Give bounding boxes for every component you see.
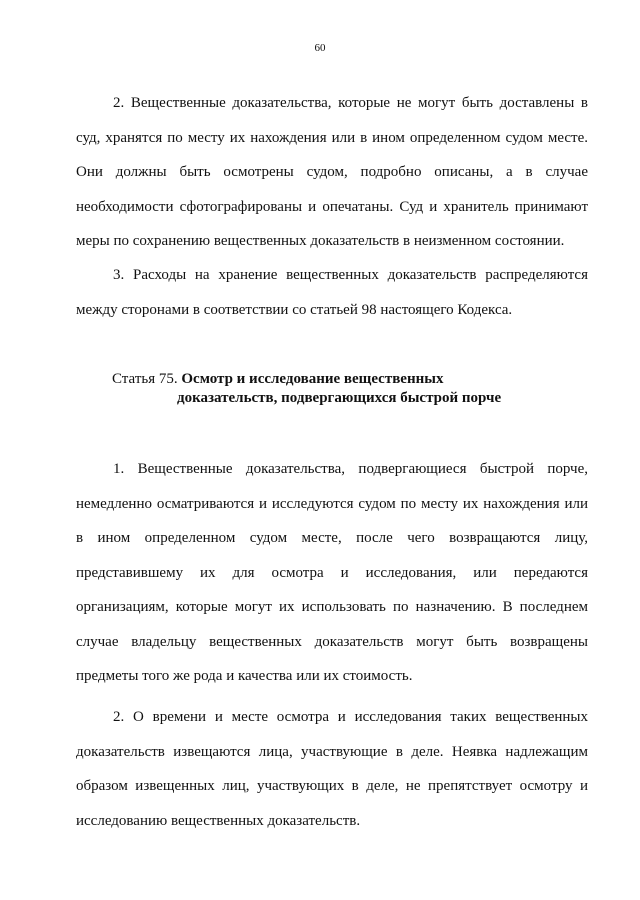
article-title-line-2: доказательств, подвергающихся быстрой порче (177, 390, 502, 406)
paragraph-storage-costs: 3. Расходы на хранение вещественных доказательств распределяются между сторонами в соответствии со статьей 98 настоящего Кодекса. (76, 267, 588, 318)
article-title-line-1: Осмотр и исследование вещественных (181, 371, 444, 387)
paragraph-storage-of-evidence: 2. Вещественные доказательства, которые не могут быть доставлены в суд, хранятся по месту их нахождения или в ином определенном судом месте. Они должны быть осмотрены судом, подробно описаны, а в случае необходимости сфотографированы и опечатаны. Суд и хранитель принимают меры по сохранению вещественных доказательств в неизменном состоянии. (76, 95, 588, 249)
article-heading (112, 370, 552, 408)
paragraph-perishable-evidence: 1. Вещественные доказательства, подвергающиеся быстрой порче, немедленно осматриваются и исследуются судом по месту их нахождения или в ином определенном судом месте, после чего возвращаются лицу, представившему их для осмотра и исследования, или передаются организациям, которые могут их использовать по назначению. В последнем случае владельцу вещественных доказательств могут быть возвращены предметы того же рода и качества или их стоимость. (76, 461, 588, 684)
page-number: 60 (314, 42, 326, 54)
paragraph-notification-of-parties: 2. О времени и месте осмотра и исследования таких вещественных доказательств извещаются лица, участвующие в деле. Неявка надлежащим образом извещенных лиц, участвующих в деле, не препятствует осмотру и исследованию вещественных доказательств. (76, 709, 588, 829)
article-number: Статья 75. (112, 371, 178, 387)
